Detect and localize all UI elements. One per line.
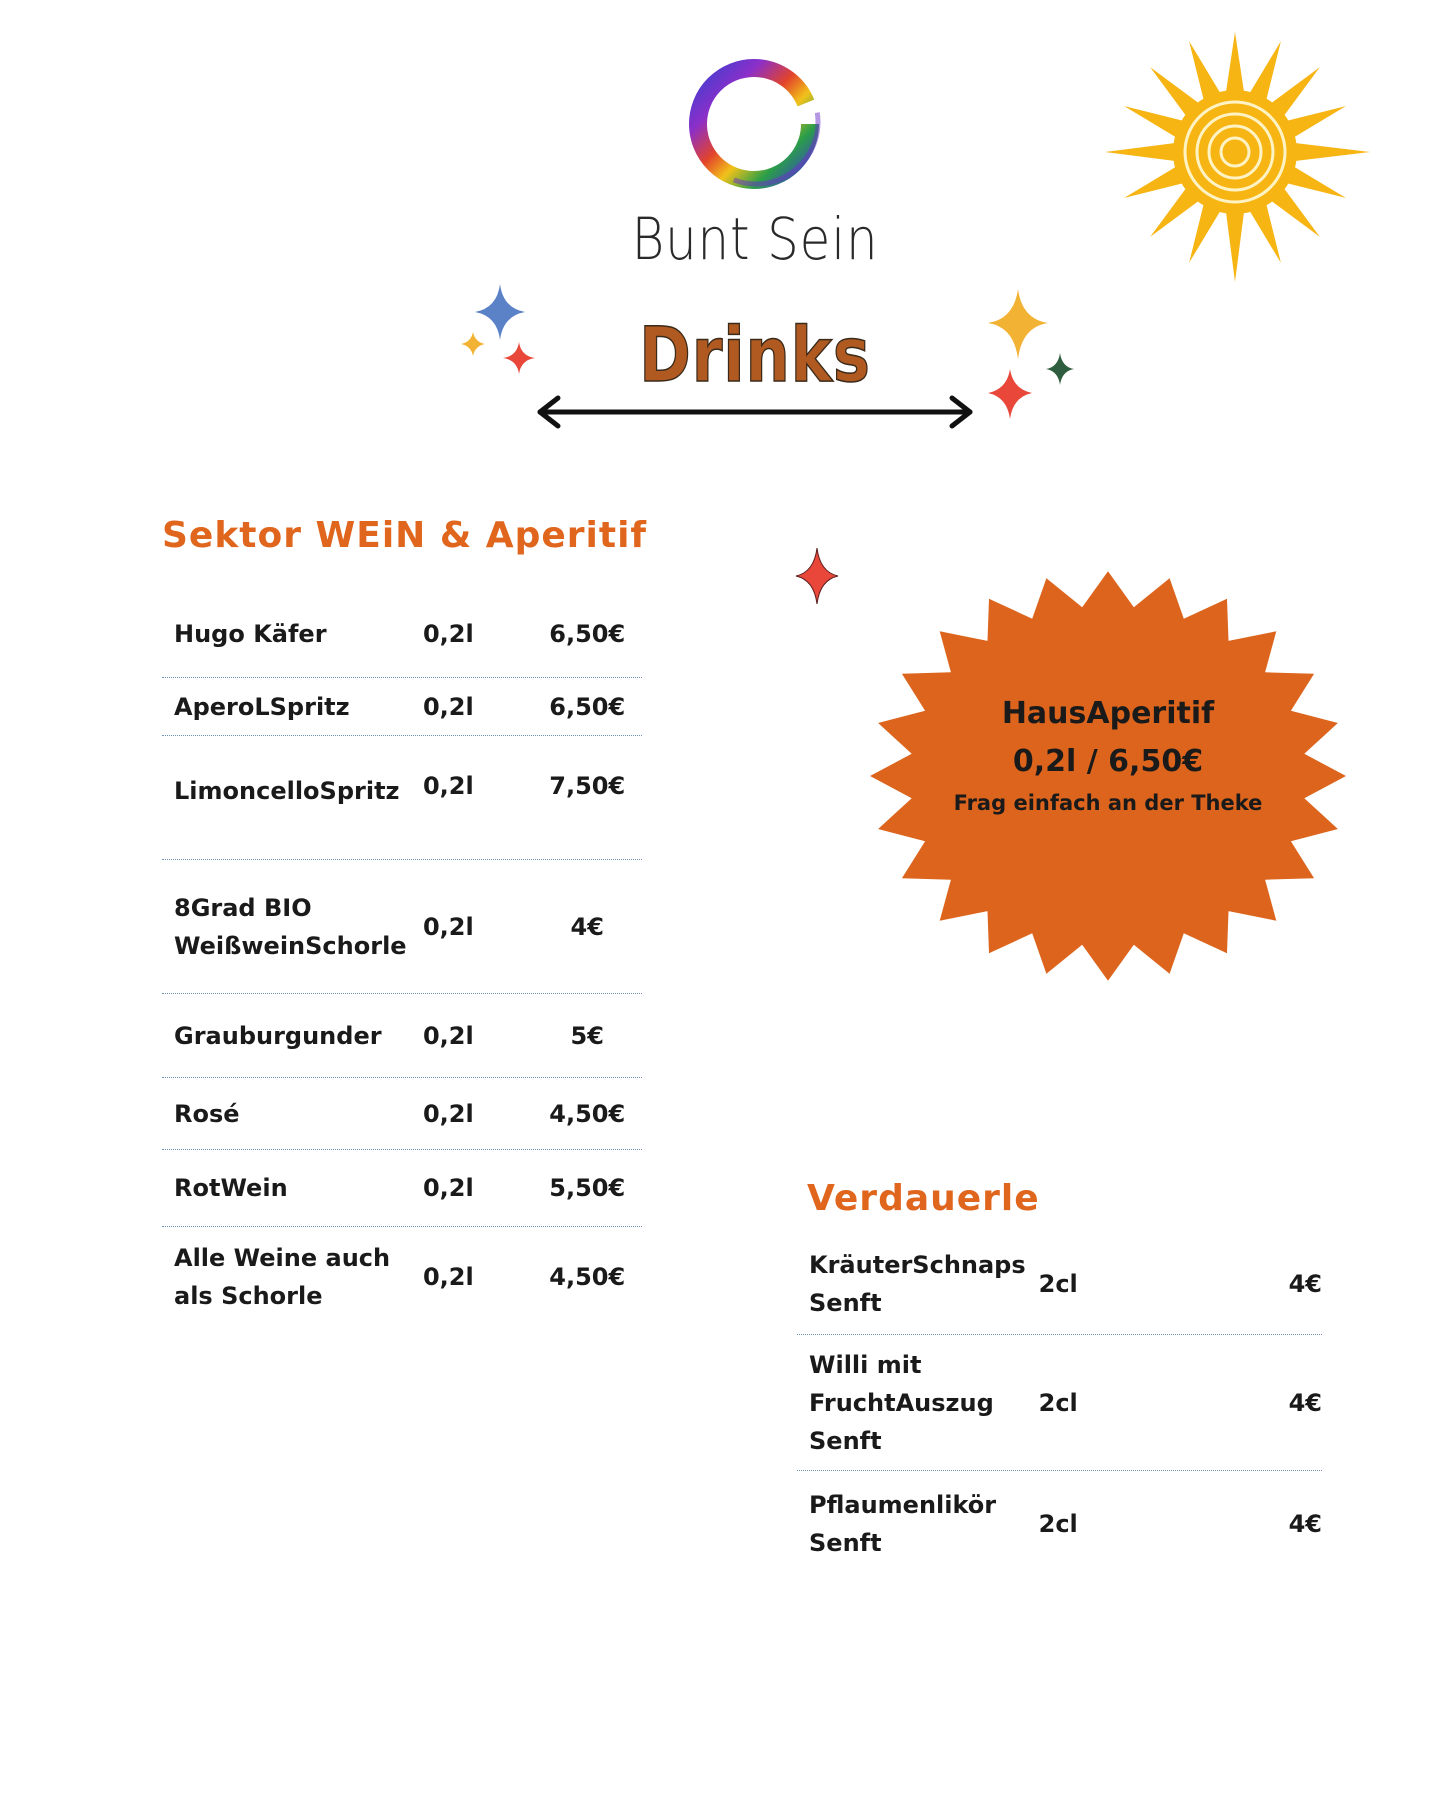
digestif-menu-table [797, 1233, 1322, 1577]
house-aperitif-note: Frag einfach an der Theke [953, 791, 1263, 815]
item-volume: 0,2l [422, 619, 474, 648]
house-aperitif-box [948, 690, 1268, 820]
item-name: Willi mit FruchtAuszug Senft [809, 1350, 994, 1455]
sparkle-icon [980, 285, 1080, 430]
logo-ring-icon [676, 44, 832, 200]
item-volume: 0,2l [422, 912, 474, 941]
table-row [797, 1233, 1322, 1335]
item-price: 5,50€ [549, 1174, 626, 1202]
table-row [162, 860, 642, 994]
item-price: 5€ [570, 1021, 604, 1050]
item-price: 7,50€ [549, 772, 626, 800]
item-price: 4€ [570, 912, 604, 941]
item-volume: 2cl [1038, 1269, 1078, 1298]
table-row [162, 1078, 642, 1150]
house-aperitif-price: 0,2l / 6,50€ [1012, 744, 1204, 779]
sun-icon [1095, 15, 1375, 290]
item-name: Rosé [174, 1099, 240, 1128]
item-name: Grauburgunder [174, 1021, 382, 1050]
house-aperitif-title: HausAperitif [1001, 696, 1215, 731]
table-row [797, 1471, 1322, 1577]
item-volume: 0,2l [422, 1021, 474, 1050]
section-title-wine: Sektor WEiN & Aperitif [162, 515, 648, 556]
table-row [162, 1150, 642, 1227]
table-row [162, 678, 642, 736]
item-price: 4,50€ [549, 1099, 626, 1128]
item-volume: 0,2l [422, 1174, 474, 1202]
item-volume: 0,2l [422, 772, 474, 800]
item-price: 4€ [1288, 1388, 1322, 1417]
item-name: Pflaumenlikör Senft [809, 1491, 997, 1557]
double-arrow-icon [530, 392, 980, 432]
wine-menu-table [162, 590, 642, 1327]
item-price: 4,50€ [549, 1263, 626, 1291]
table-row [162, 994, 642, 1078]
item-name: Alle Weine auch als Schorle [174, 1244, 391, 1310]
table-row [797, 1335, 1322, 1471]
item-volume: 0,2l [422, 692, 474, 721]
item-name: 8Grad BIO WeißweinSchorle [174, 893, 407, 960]
item-name: KräuterSchnaps Senft [809, 1250, 1026, 1317]
item-name: LimoncelloSpritz [174, 777, 400, 805]
item-name: Hugo Käfer [174, 619, 327, 648]
brand-name: Bunt Sein [631, 205, 879, 273]
table-row [162, 736, 642, 860]
item-name: RotWein [174, 1174, 288, 1202]
item-volume: 2cl [1038, 1510, 1078, 1538]
table-row [162, 590, 642, 678]
item-volume: 0,2l [422, 1263, 474, 1291]
page-title: Drinks [639, 310, 871, 399]
item-price: 4€ [1288, 1510, 1322, 1538]
item-volume: 2cl [1038, 1388, 1078, 1417]
item-price: 4€ [1288, 1269, 1322, 1298]
item-price: 6,50€ [549, 619, 626, 648]
sparkle-icon [455, 280, 545, 390]
item-price: 6,50€ [549, 692, 626, 721]
table-row [162, 1227, 642, 1327]
item-name: AperoLSpritz [174, 692, 350, 721]
section-title-digestif: Verdauerle [807, 1178, 1040, 1219]
sparkle-icon [792, 546, 842, 606]
item-volume: 0,2l [422, 1099, 474, 1128]
